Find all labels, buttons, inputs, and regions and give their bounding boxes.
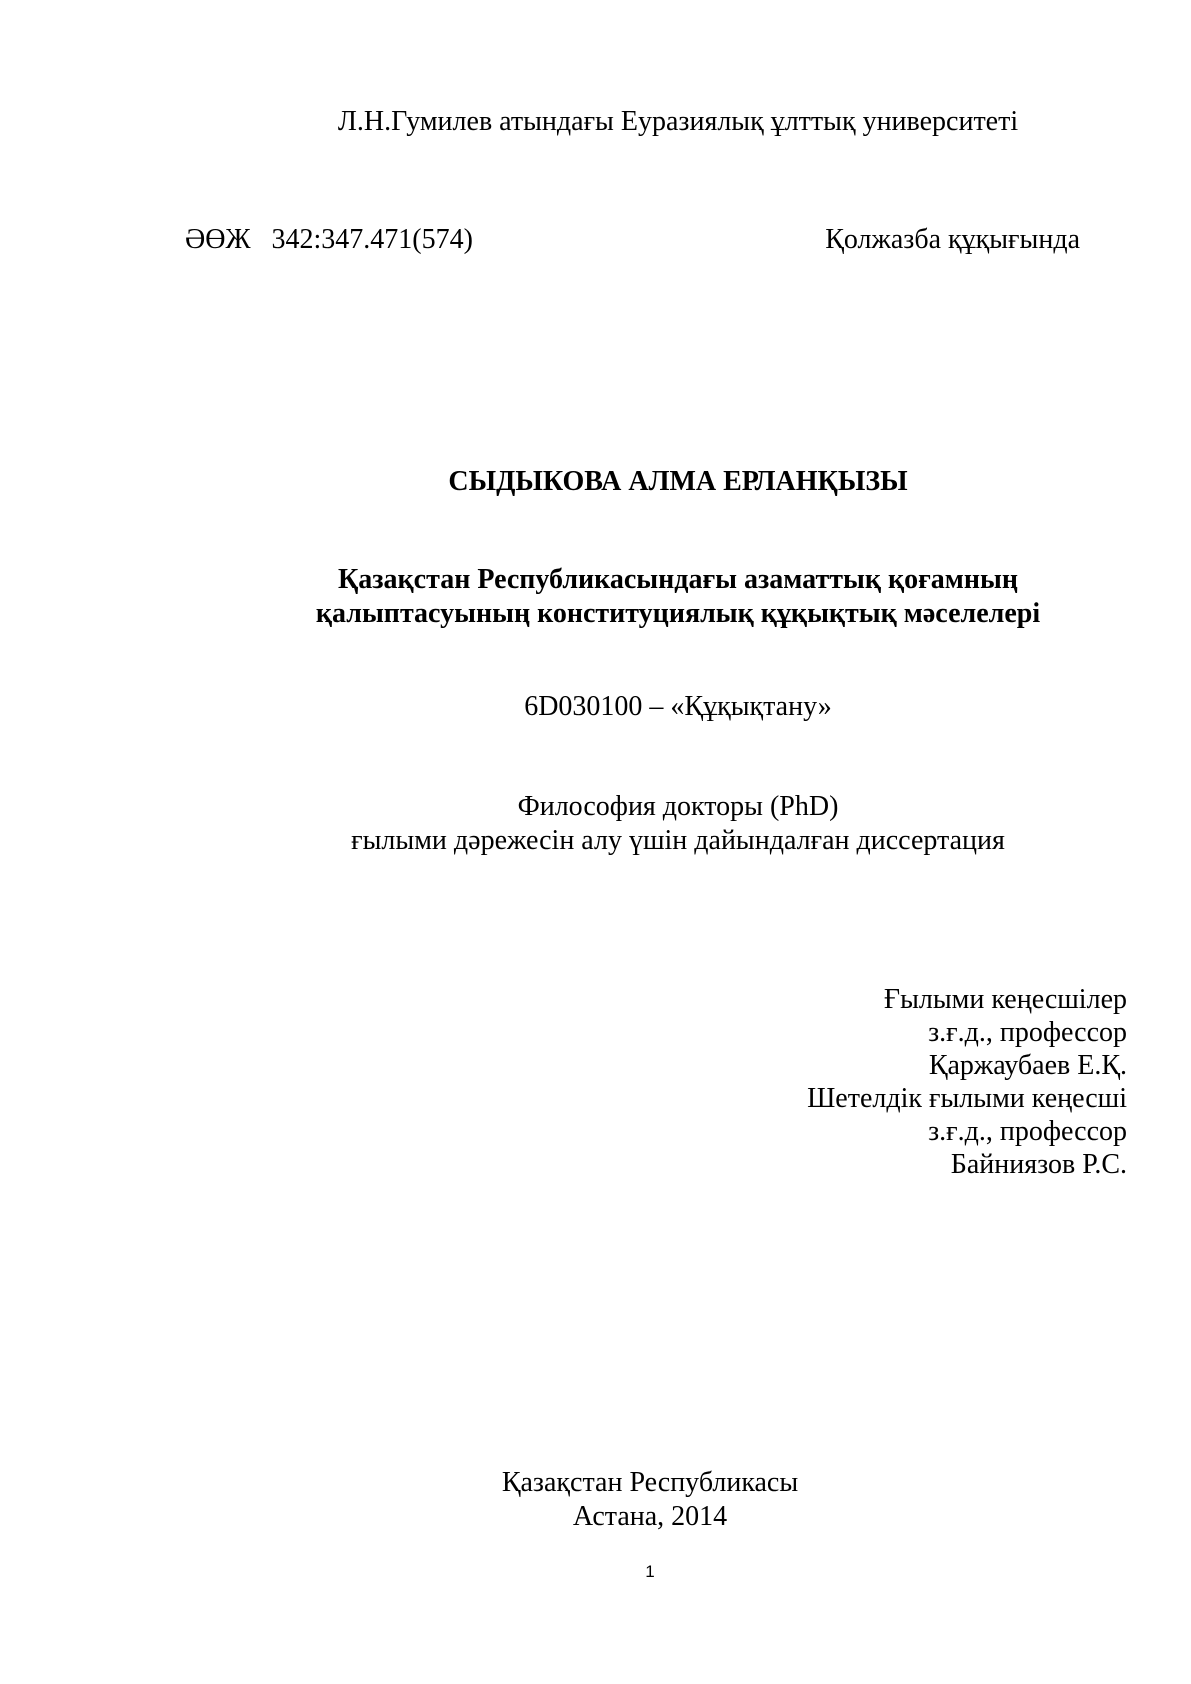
advisor-line-rank-2: з.ғ.д., профессор <box>928 1116 1127 1147</box>
advisor-line-foreign-role: Шетелдік ғылыми кеңесші <box>807 1083 1127 1114</box>
specialty-code: 6D030100 – «Құқықтану» <box>524 691 832 722</box>
title-line-1: Қазақстан Республикасындағы азаматтық қоғамның <box>337 564 1018 595</box>
udc-row <box>185 223 1080 256</box>
page-number: 1 <box>645 1562 655 1581</box>
author-name: СЫДЫКОВА АЛМА ЕРЛАНҚЫЗЫ <box>448 466 908 497</box>
manuscript-note: Қолжазба құқығында <box>825 224 1080 255</box>
degree-line-1: Философия докторы (PhD) <box>517 791 839 822</box>
advisor-line-rank-1: з.ғ.д., профессор <box>928 1017 1127 1048</box>
degree-block <box>185 790 1171 858</box>
advisor-line-name-1: Қаржаубаев Е.Қ. <box>928 1050 1127 1081</box>
advisor-line-name-2: Байниязов Р.С. <box>950 1149 1127 1180</box>
udc-code: ӘӨЖ 342:347.471(574) <box>185 224 473 255</box>
title-line-2: қалыптасуының конституциялық құқықтық мәселелері <box>315 598 1041 629</box>
advisor-line-role: Ғылыми кеңесшілер <box>883 984 1127 1015</box>
country-line: Қазақстан Республикасы <box>501 1467 799 1498</box>
city-year-line: Астана, 2014 <box>572 1501 728 1532</box>
dissertation-title <box>185 563 1171 631</box>
imprint-block <box>185 1466 1115 1534</box>
university-line: Л.Н.Гумилев атындағы Еуразиялық ұлттық университеті <box>337 106 1019 137</box>
degree-line-2: ғылыми дәрежесін алу үшін дайындалған диссертация <box>351 825 1005 856</box>
advisors-block <box>185 983 1127 1181</box>
